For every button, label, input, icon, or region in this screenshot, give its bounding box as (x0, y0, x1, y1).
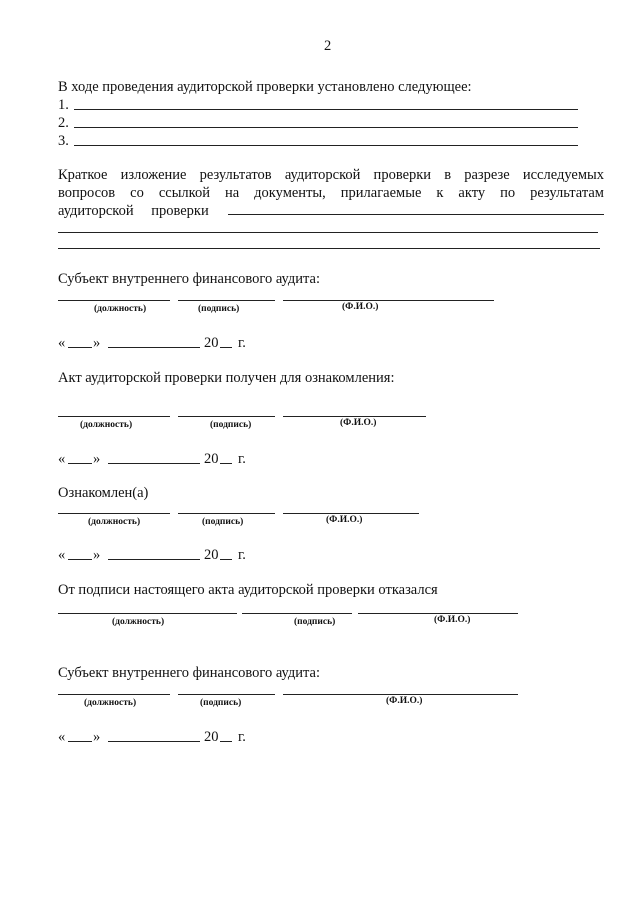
summary-line-3: аудиторской проверки (58, 203, 209, 219)
section-3-date-year: 20 (204, 547, 219, 563)
section-1-name-label: (Ф.И.О.) (342, 302, 379, 312)
section-5-date-open-quote: « (58, 729, 66, 745)
section-3-name-line (283, 513, 419, 514)
section-1-signature-label: (подпись) (198, 304, 240, 314)
section-4-position-label: (должность) (112, 617, 165, 627)
section-1-date-year-line (220, 347, 232, 348)
section-2-date-year-line (220, 463, 232, 464)
section-3-date-day-line (68, 559, 92, 560)
section-5-position-line (58, 694, 170, 695)
section-1-date-month-line (108, 347, 200, 348)
section-2-date-suffix: г. (238, 451, 246, 467)
section-5-signature-line (178, 694, 275, 695)
section-2-date-close-quote: » (93, 451, 101, 467)
finding-item-2-line (74, 127, 578, 128)
section-5-signature-label: (подпись) (200, 698, 242, 708)
section-1-date-day-line (68, 347, 92, 348)
section-3-title: Ознакомлен(а) (58, 485, 149, 501)
section-2-name-label: (Ф.И.О.) (340, 418, 377, 428)
finding-item-1-line (74, 109, 578, 110)
section-3-position-line (58, 513, 170, 514)
section-2-signature-label: (подпись) (210, 420, 252, 430)
section-3-date-suffix: г. (238, 547, 246, 563)
section-3-date-close-quote: » (93, 547, 101, 563)
section-5-date-year: 20 (204, 729, 219, 745)
section-4-name-label: (Ф.И.О.) (434, 615, 471, 625)
section-3-position-label: (должность) (88, 517, 141, 527)
findings-intro: В ходе проведения аудиторской проверки установлено следующее: (58, 79, 472, 95)
summary-line-1: Краткое изложение результатов аудиторской проверки в разрезе исследуемых (58, 167, 604, 183)
section-1-date-open-quote: « (58, 335, 66, 351)
summary-fill-line-3 (58, 248, 600, 249)
section-4-title: От подписи настоящего акта аудиторской проверки отказался (58, 582, 438, 598)
section-1-position-label: (должность) (94, 304, 147, 314)
section-3-signature-label: (подпись) (202, 517, 244, 527)
section-3-signature-line (178, 513, 275, 514)
finding-item-1-number: 1. (58, 97, 69, 113)
section-1-date-close-quote: » (93, 335, 101, 351)
section-5-date-close-quote: » (93, 729, 101, 745)
finding-item-2-number: 2. (58, 115, 69, 131)
section-3-date-month-line (108, 559, 200, 560)
section-2-position-line (58, 416, 170, 417)
summary-fill-line-1 (228, 214, 604, 215)
section-1-position-line (58, 300, 170, 301)
section-3-date-open-quote: « (58, 547, 66, 563)
section-1-signature-line (178, 300, 275, 301)
section-5-position-label: (должность) (84, 698, 137, 708)
section-3-name-label: (Ф.И.О.) (326, 515, 363, 525)
section-3-date-year-line (220, 559, 232, 560)
section-2-position-label: (должность) (80, 420, 133, 430)
finding-item-3-line (74, 145, 578, 146)
section-2-date-day-line (68, 463, 92, 464)
section-5-date-year-line (220, 741, 232, 742)
page-number: 2 (324, 38, 332, 54)
section-5-date-month-line (108, 741, 200, 742)
section-2-name-line (283, 416, 426, 417)
section-2-signature-line (178, 416, 275, 417)
finding-item-3-number: 3. (58, 133, 69, 149)
section-5-date-day-line (68, 741, 92, 742)
section-4-signature-label: (подпись) (294, 617, 336, 627)
section-5-name-label: (Ф.И.О.) (386, 696, 423, 706)
section-2-title: Акт аудиторской проверки получен для ознакомления: (58, 370, 395, 386)
section-2-date-month-line (108, 463, 200, 464)
summary-fill-line-2 (58, 232, 598, 233)
section-1-date-suffix: г. (238, 335, 246, 351)
section-5-date-suffix: г. (238, 729, 246, 745)
section-2-date-open-quote: « (58, 451, 66, 467)
section-4-name-line (358, 613, 518, 614)
section-1-title: Субъект внутреннего финансового аудита: (58, 271, 321, 287)
section-1-name-line (283, 300, 494, 301)
section-4-signature-line (242, 613, 352, 614)
section-2-date-year: 20 (204, 451, 219, 467)
summary-line-2: вопросов со ссылкой на документы, прилагаемые к акту по результатам (58, 185, 604, 201)
section-5-name-line (283, 694, 518, 695)
section-1-date-year: 20 (204, 335, 219, 351)
section-4-position-line (58, 613, 237, 614)
section-5-title: Субъект внутреннего финансового аудита: (58, 665, 321, 681)
